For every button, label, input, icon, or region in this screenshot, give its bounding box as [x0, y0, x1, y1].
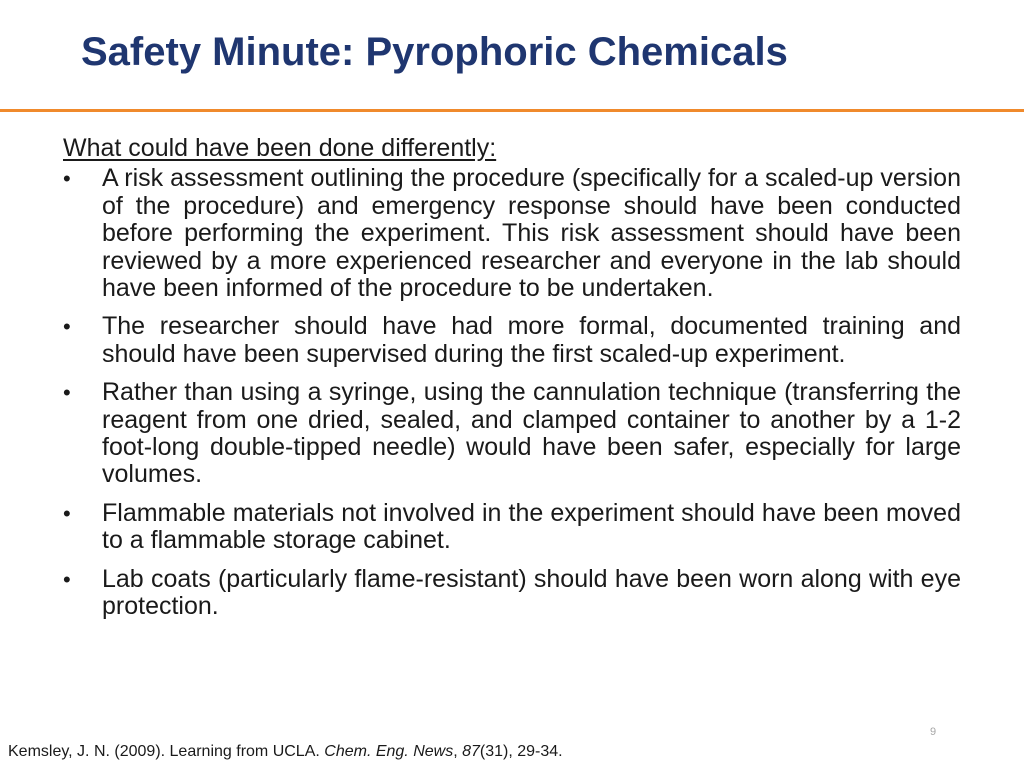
- bullet-item: [63, 313, 961, 368]
- page-number: 9: [930, 726, 937, 738]
- section-subheading: What could have been done differently:: [63, 134, 497, 162]
- bullet-item: [63, 500, 961, 555]
- bullet-text: Lab coats (particularly flame-resistant) should have been worn along with eye protection.: [102, 564, 961, 621]
- bullet-item: [63, 379, 961, 489]
- bullet-text: A risk assessment outlining the procedure (specifically for a scaled-up version of the procedure) and emergency response should have been conducted before performing the experiment. This risk assessment should have been reviewed by a more experienced researcher and everyone in the lab should have been informed of the procedure to be undertaken.: [102, 164, 961, 303]
- bullet-item: [63, 566, 961, 621]
- bullet-text: Rather than using a syringe, using the cannulation technique (transferring the reagent from one dried, sealed, and clamped container to another by a 1-2 foot-long double-tipped needle) would have been safer, especially for large volumes.: [102, 378, 961, 489]
- bullet-icon: •: [63, 500, 71, 526]
- bullet-icon: •: [63, 566, 71, 592]
- bullet-text: Flammable materials not involved in the experiment should have been moved to a flammable storage cabinet.: [102, 498, 961, 555]
- bullet-text: The researcher should have had more formal, documented training and should have been supervised during the first scaled-up experiment.: [102, 312, 961, 368]
- slide-body: [63, 135, 961, 632]
- bullet-icon: •: [63, 314, 71, 340]
- slide-title: Safety Minute: Pyrophoric Chemicals: [81, 30, 788, 74]
- citation-volume: 87: [462, 743, 480, 760]
- bullet-icon: •: [63, 166, 71, 192]
- citation-issue-pages: (31), 29-34.: [479, 743, 563, 760]
- citation-separator: ,: [453, 743, 463, 760]
- citation-journal: Chem. Eng. News: [324, 743, 454, 760]
- bullet-item: [63, 165, 961, 302]
- title-divider: [0, 109, 1024, 112]
- citation-authors-title: Kemsley, J. N. (2009). Learning from UCLA.: [8, 743, 325, 760]
- bullet-icon: •: [63, 380, 71, 406]
- citation: [8, 743, 563, 761]
- bullet-list: [63, 165, 961, 620]
